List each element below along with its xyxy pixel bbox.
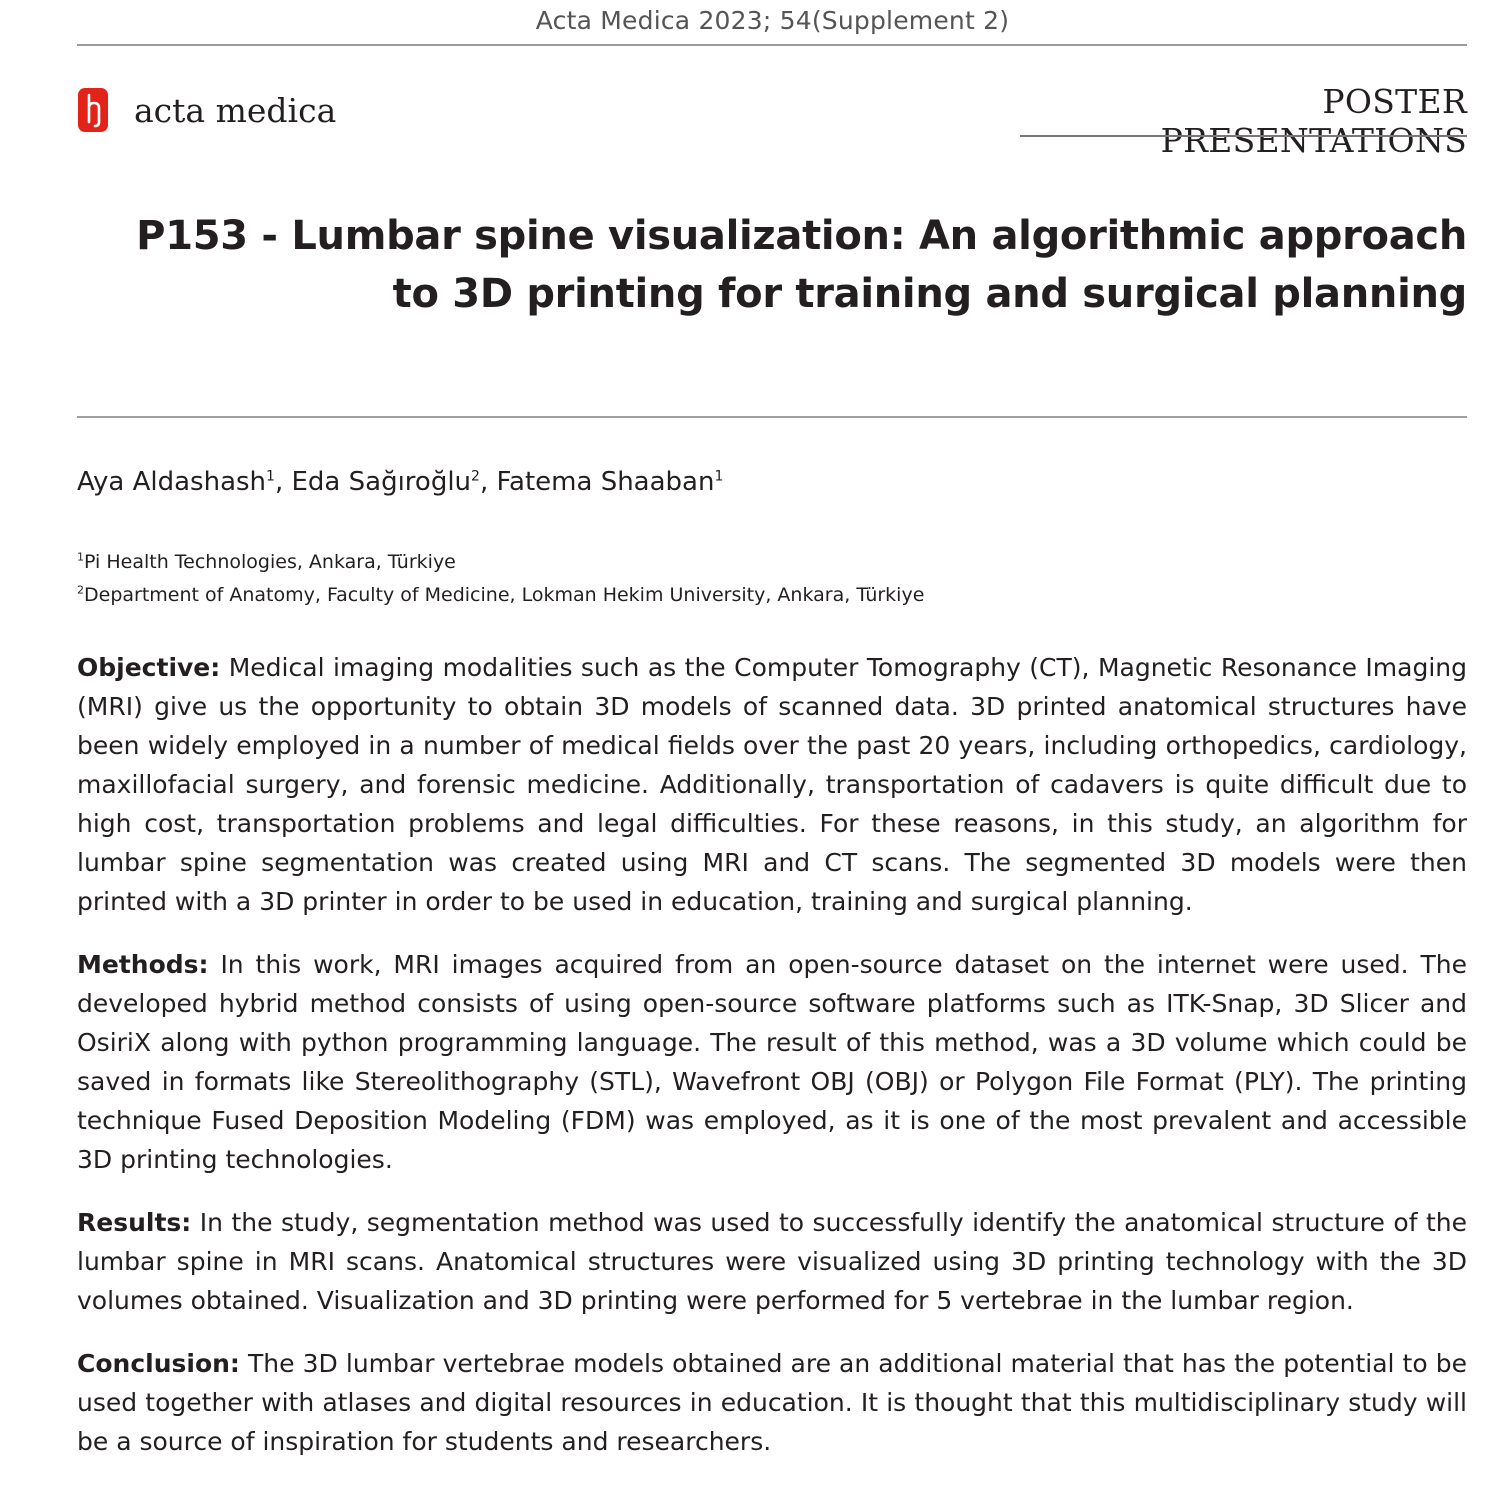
article-title: P153 - Lumbar spine visualization: An algorithmic approach to 3D printing for training and surgical planning (136, 213, 1467, 317)
logo-text: acta medica (134, 90, 337, 130)
section-heading: Results: (77, 1208, 192, 1237)
journal-logo (77, 86, 336, 134)
author-affiliation-mark: 1 (714, 468, 724, 485)
abstract-objective (77, 648, 1467, 921)
author-name: Eda Sağıroğlu (291, 467, 472, 497)
section-text: Medical imaging modalities such as the Computer Tomography (CT), Magnetic Resonance Imaging (MRI) give us the opportunity to obtain 3D models of scanned data. 3D printed anatomical structures have been widely employed in a number of medical fields over the past 20 years, including orthopedics, cardiology, maxillofacial surgery, and forensic medicine. Additionally, transportation of cadavers is quite difficult due to high cost, transportation problems and legal difficulties. For these reasons, in this study, an algorithm for lumbar spine segmentation was created using MRI and CT scans. The segmented 3D models were then printed with a 3D printer in order to be used in education, training and surgical planning. (77, 653, 1467, 916)
author-affiliation-mark: 2 (471, 468, 480, 485)
section-text: In this work, MRI images acquired from an open-source dataset on the internet were used. The developed hybrid method consists of using open-source software platforms such as ITK-Snap, 3D Slicer and OsiriX along with python programming language. The result of this method, was a 3D volume which could be saved in formats like Stereolithography (STL), Wavefront OBJ (OBJ) or Polygon File Format (PLY). The printing technique Fused Deposition Modeling (FDM) was employed, as it is one of the most prevalent and accessible 3D printing technologies. (77, 950, 1467, 1174)
section-text: The 3D lumbar vertebrae models obtained are an additional material that has the potential to be used together with atlases and digital resources in education. It is thought that this multidisciplinary study will be a source of inspiration for students and researchers. (77, 1349, 1467, 1456)
section-heading: Conclusion: (77, 1349, 240, 1378)
title-divider (77, 416, 1467, 418)
abstract-results (77, 1203, 1467, 1320)
section-heading: Methods: (77, 950, 209, 979)
affiliation (77, 546, 924, 579)
abstract-body (77, 648, 1467, 1485)
affiliation (77, 579, 924, 612)
affiliation-mark: 1 (77, 550, 84, 564)
abstract-methods (77, 945, 1467, 1179)
top-divider (77, 44, 1467, 46)
section-text: In the study, segmentation method was used to successfully identify the anatomical structure of the lumbar spine in MRI scans. Anatomical structures were visualized using 3D printing technology with the 3D volumes obtained. Visualization and 3D printing were performed for 5 vertebrae in the lumbar region. (77, 1208, 1467, 1315)
author-name: Fatema Shaaban (496, 467, 715, 497)
affiliation-mark: 2 (77, 583, 84, 597)
affiliation-text: Department of Anatomy, Faculty of Medicine, Lokman Hekim University, Ankara, Türkiye (84, 584, 925, 606)
running-head: Acta Medica 2023; 54(Supplement 2) (535, 6, 1010, 35)
section-label: POSTER PRESENTATIONS (1160, 82, 1467, 160)
author-list: Aya Aldashash$^1$, Eda Sağıroğlu$^2$, Fatema Shaaban$^1$ (77, 467, 724, 497)
acta-medica-logo-icon (77, 86, 109, 134)
affiliation-text: Pi Health Technologies, Ankara, Türkiye (84, 551, 456, 573)
section-label-underline (1020, 135, 1467, 137)
affiliation-list (77, 546, 924, 612)
abstract-conclusion (77, 1344, 1467, 1461)
section-heading: Objective: (77, 653, 221, 682)
author-name: Aya Aldashash (77, 467, 267, 497)
author-affiliation-mark: 1 (266, 468, 275, 485)
